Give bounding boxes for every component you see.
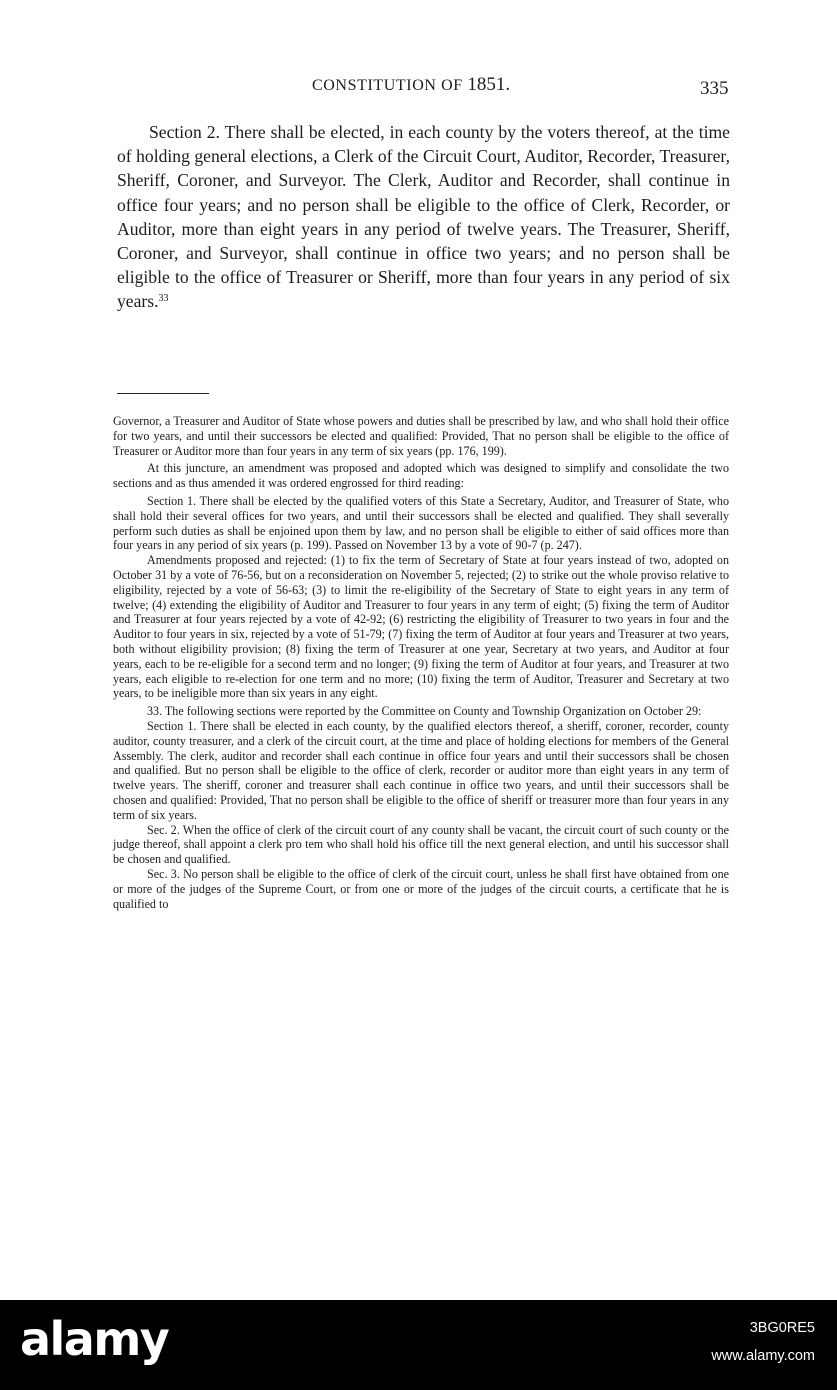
footnote-paragraph: Section 1. There shall be elected by the qualified voters of this State a Secretary, Auditor, and Treasurer of State, who shall hold their several offices for two years, and until their successors shall be elected and qualified. They shall severally perform such duties as shall be enjoined upon them by law, and no person shall be eligible to either of said offices more than four years in any period of six years (p. 199). Passed on November 13 by a vote of 90-7 (p. 247). [113,493,729,553]
footnote-paragraph: At this juncture, an amendment was proposed and adopted which was designed to simplify and consolidate the two sections and as thus amended it was ordered engrossed for third reading: [113,461,729,491]
main-section-text [117,120,730,314]
footnote-ref-33: 33 [158,293,169,305]
footnote-divider [117,393,209,394]
watermark-url: www.alamy.com [711,1348,815,1364]
header-year: 1851. [467,74,511,95]
footnote-paragraph: Sec. 3. No person shall be eligible to the office of clerk of the circuit court, unless he shall first have obtained from one or more of the judges of the Supreme Court, or from one or more of the judges of the circuit courts, a certificate that he is qualified to [113,866,729,911]
section-2-text: Section 2. There shall be elected, in each county by the voters thereof, at the time of holding general elections, a Clerk of the Circuit Court, Auditor, Recorder, Treasurer, Sheriff, Coroner, and Surveyor. The Clerk, Auditor and Recorder, shall continue in office four years; and no person shall be eligible to the office of Clerk, Recorder, or Auditor, more than eight years in any period of twelve years. The Treasurer, Sheriff, Coroner, and Surveyor, shall continue in office two years; and no person shall be eligible to the office of Treasurer or Sheriff, more than four years in any period of six years. [117,122,730,312]
footnote-paragraph: Sec. 2. When the office of clerk of the circuit court of any county shall be vacant, the circuit court of such county or the judge thereof, shall appoint a clerk pro tem who shall hold his office till the next general election, and until his successor shall be chosen and qualified. [113,822,729,867]
footnote-paragraph: Amendments proposed and rejected: (1) to fix the term of Secretary of State at four years instead of two, adopted on October 31 by a vote of 76-56, but on a reconsideration on November 5, rejected; (2) to strike out the whole proviso relative to eligibility, rejected by a vote of 56-63; (3) to limit the re-eligibility of the Secretary of State to eight years in any term of twelve; (4) extending the eligibility of Auditor and Treasurer to four years in any term of eight; (5) fixing the term of Auditor and Treasurer at four years rejected by a vote of 42-92; (6) restricting the eligibility of Treasurer to two years in four and the Auditor to four years in six, rejected by a vote of 51-79; (7) fixing the term of Auditor at four years and Treasurer at two years, both without eligibility provision; (8) fixing the term of Treasurer at one year, Secretary at two years, and Auditor at four years, each to be re-eligible for a second term and no longer; (9) fixing the term of Auditor at four years, and Treasurer at two years, each eligible to re-election for one term and no more; (10) fixing the term of Auditor, Treasurer and Secretary at two years, to be ineligible more than six years in any eight. [113,553,729,701]
header-title-text: CONSTITUTION OF [312,77,468,94]
footnote-paragraph: Section 1. There shall be elected in each county, by the qualified electors thereof, a sheriff, coroner, recorder, county auditor, county treasurer, and a clerk of the circuit court, at the time and place of holding elections for members of the General Assembly. The clerk, auditor and recorder shall each continue in office four years and until their successors shall be chosen and qualified. But no person shall be eligible to the office of clerk, recorder or auditor more than eight years in any term of twelve years. The sheriff, coroner and treasurer shall each continue in office two years, and until their successors shall be chosen and qualified: Provided, That no person shall be eligible to the office of sheriff or treasurer more than four years in any term of six years. [113,718,729,822]
page-number: 335 [700,78,729,99]
image-code: 3BG0RE5 [749,1320,815,1336]
footnote-33: 33. The following sections were reported by the Committee on County and Township Organization on October 29: [147,704,702,719]
running-header [312,74,510,96]
footnotes-block [113,414,729,911]
alamy-logo: alamy [20,1312,169,1366]
footnote-paragraph: Governor, a Treasurer and Auditor of State whose powers and duties shall be prescribed by law, and who shall hold their office for two years, and until their successors be elected and qualified: Provided, That no person shall be eligible to the office of Treasurer or Auditor more than four years in any term of six years (pp. 176, 199). [113,414,729,458]
